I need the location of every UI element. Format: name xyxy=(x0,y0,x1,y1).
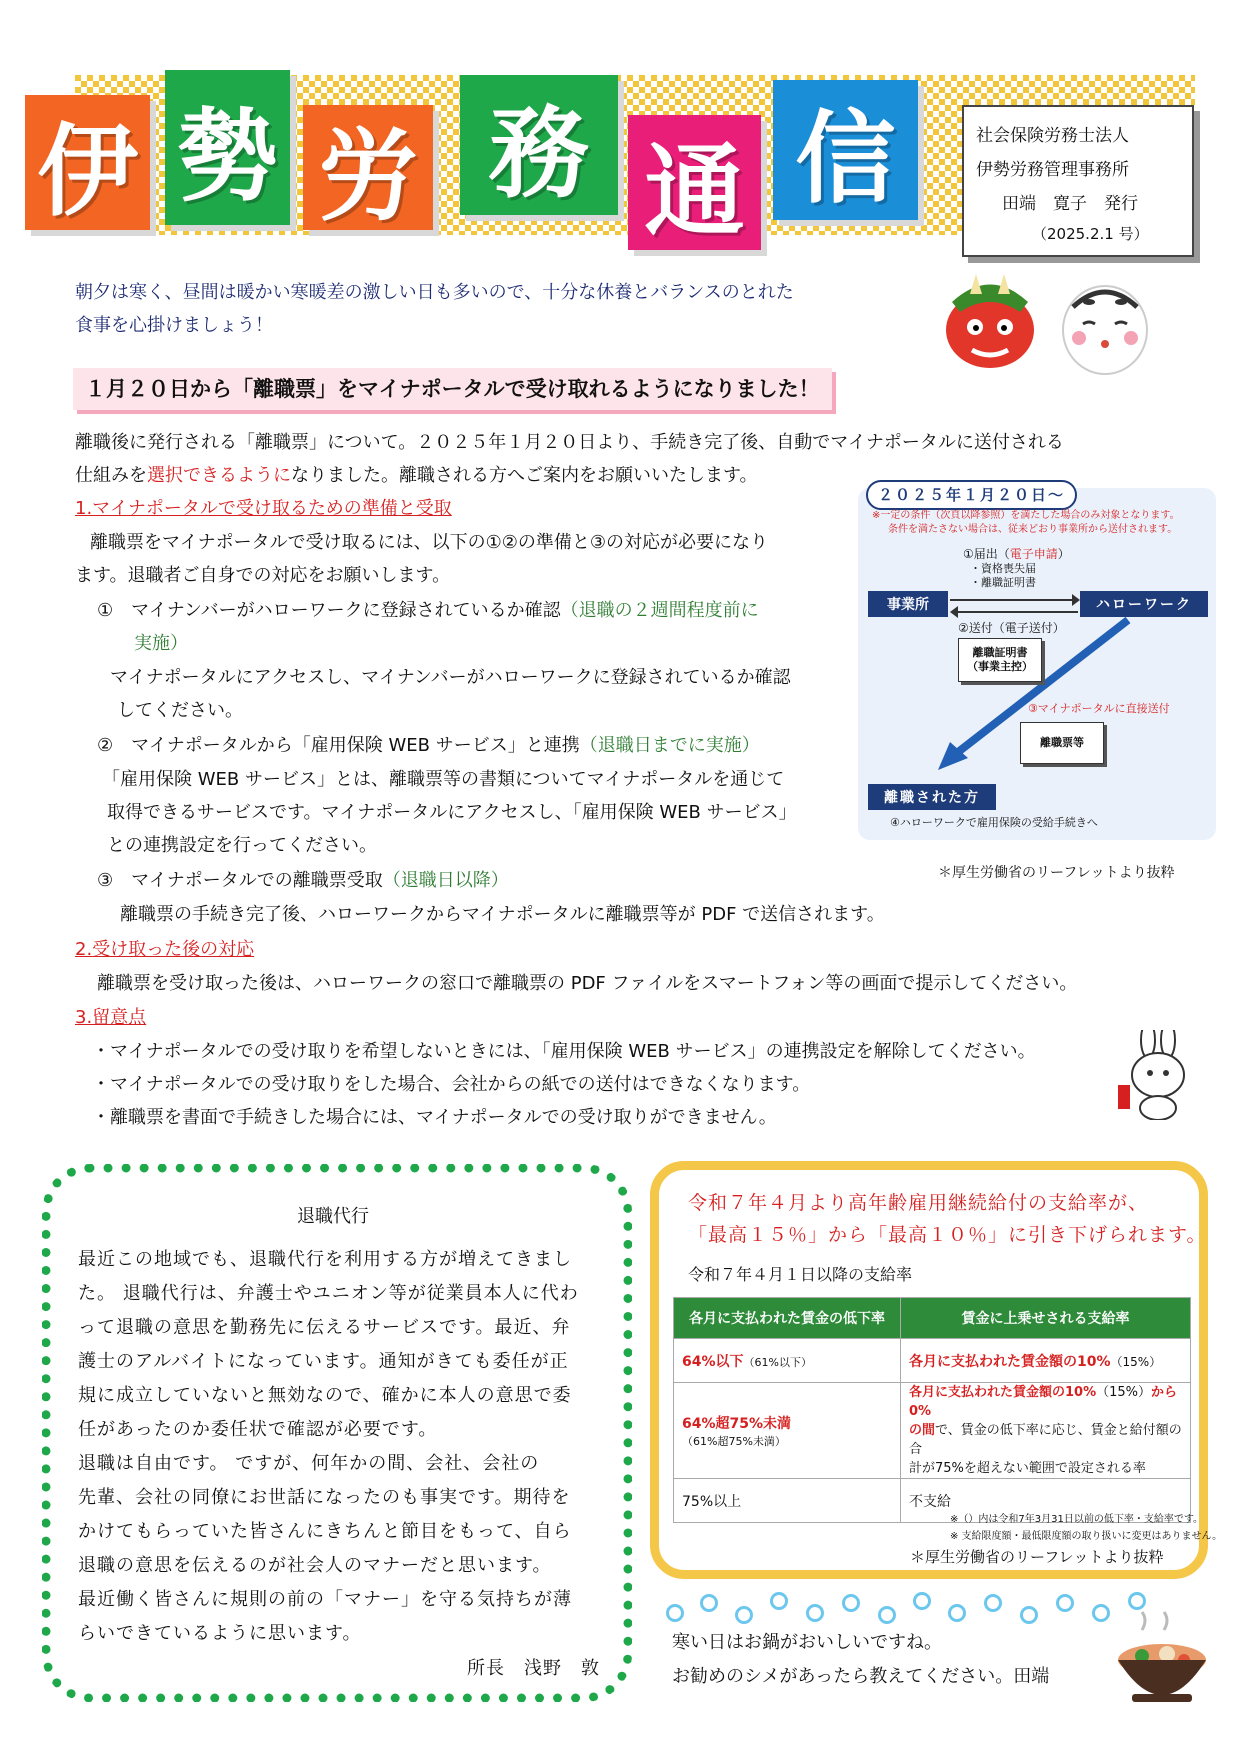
item-1-body-1: マイナポータルにアクセスし、マイナンバーがハローワークに登録されているか確認 xyxy=(110,667,791,688)
item-2-note: （退職日までに実施） xyxy=(579,735,760,756)
row-2-benefit-e: で、賃金の低下率に応じ、賃金と給付額の合 xyxy=(909,1423,1182,1457)
item-2-body-1: 「雇用保険 WEB サービス」とは、離職票等の書類についてマイナポータルを通じて xyxy=(102,769,785,790)
benefit-source: ＊厚生労働省のリーフレットより抜粋 xyxy=(910,1548,1164,1566)
section-1-line-2: ます。退職者ご自身での対応をお願いします。 xyxy=(75,565,451,586)
flow-diagram xyxy=(858,488,1216,840)
flow-step-1-a: ・資格喪失届 xyxy=(970,562,1036,575)
title-char-5: 通 xyxy=(644,132,745,250)
column-line-4: 護士のアルバイトになっています。通知がきても委任が正 xyxy=(78,1351,569,1372)
column-line-12: らいできているように思います。 xyxy=(78,1623,362,1644)
row-2-benefit-a: 各月に支払われた賃金額の10% xyxy=(909,1385,1097,1400)
column-line-11: 最近働く皆さんに規則の前の「マナー」を守る気持ちが薄 xyxy=(78,1589,572,1610)
column-signature: 所長 浅野 敦 xyxy=(467,1658,600,1679)
section-2-body: 離職票を受け取った後は、ハローワークの窓口で離職票の PDF ファイルをスマートフォン等の画面で提示してください。 xyxy=(97,973,1078,994)
column-title: 退職代行 xyxy=(297,1206,369,1227)
section-2-heading: 2.受け取った後の対応 xyxy=(75,939,255,960)
item-3-number: ③ xyxy=(97,870,114,891)
row-2-benefit-b: （15%） xyxy=(1096,1385,1152,1400)
flow-condition-2: 条件を満たさない場合は、従来どおり事業所から送付されます。 xyxy=(888,524,1178,535)
p1-text-c: なりました。離職される方へご案内をお願いいたします。 xyxy=(291,465,758,486)
section-1-heading: 1.マイナポータルで受け取るための準備と受取 xyxy=(75,498,452,519)
table-cell xyxy=(901,1383,1191,1479)
flow-doc-separation-slip: 離職票等 xyxy=(1020,722,1104,764)
article-paragraph-1-line-2 xyxy=(75,459,758,492)
row-3-benefit: 不支給 xyxy=(901,1479,1191,1523)
column-line-2: た。 退職代行は、弁護士やユニオン等が従業員本人に代わ xyxy=(78,1283,579,1304)
flow-source-note: ＊厚生労働省のリーフレットより抜粋 xyxy=(938,865,1175,881)
item-1-title: マイナンバーがハローワークに登録されているか確認 xyxy=(131,600,561,621)
flow-person-box: 離職された方 xyxy=(868,784,996,810)
benefit-note-2: ※ 支給限度額・最低限度額の取り扱いに変更はありません。 xyxy=(950,1531,1223,1542)
publisher: 田端 寛子 発行 xyxy=(1002,194,1138,214)
table-row xyxy=(674,1339,1191,1383)
title-char-6: 信 xyxy=(795,100,896,217)
flow-step-2: ②送付（電子送付） xyxy=(958,621,1065,635)
benefit-rate-table xyxy=(673,1297,1191,1523)
column-line-6: 任があったのか委任状で確認が必要です。 xyxy=(78,1419,438,1440)
office-type: 社会保険労務士法人 xyxy=(976,126,1129,146)
item-2-title: マイナポータルから「雇用保険 WEB サービス」と連携 xyxy=(131,735,580,756)
column-line-9: かけてもらっていた皆さんにきちんと節目をもって、自ら xyxy=(78,1521,572,1542)
footer-line-2: お勧めのシメがあったら教えてください。田端 xyxy=(672,1666,1050,1687)
section-3-bullet-3: ・離職票を書面で手続きした場合には、マイナポータルでの受け取りができません。 xyxy=(92,1107,777,1128)
row-1-rate: 64%以下 xyxy=(682,1353,744,1370)
otafuku-illustration xyxy=(1055,272,1155,377)
item-1-number: ① xyxy=(97,600,114,621)
row-2-benefit-d: の間 xyxy=(909,1423,936,1438)
column-line-1: 最近この地域でも、退職代行を利用する方が増えてきまし xyxy=(78,1249,572,1270)
red-oni-illustration xyxy=(940,272,1040,372)
table-header-col-2: 賃金に上乗せされる支給率 xyxy=(901,1298,1191,1339)
section-3-bullet-2: ・マイナポータルでの受け取りをした場合、会社からの紙での送付はできなくなります。 xyxy=(92,1074,811,1095)
column-line-3: って退職の意思を勤務先に伝えるサービスです。最近、弁 xyxy=(78,1317,571,1338)
title-tile-2 xyxy=(165,70,290,225)
section-3-bullet-1: ・マイナポータルでの受け取りを希望しないときには、「雇用保険 WEB サービス」の連携設定を解除してください。 xyxy=(92,1041,1036,1062)
benefit-title-2: 「最高１５％」から「最高１０％」に引き下げられます。 xyxy=(688,1224,1207,1246)
title-char-4: 務 xyxy=(489,95,589,212)
item-2-body-2: 取得できるサービスです。マイナポータルにアクセスし、「雇用保険 WEB サービス」 xyxy=(107,802,797,823)
row-1-rate-old: （61%以下） xyxy=(743,1355,812,1369)
flow-office-box: 事業所 xyxy=(868,591,948,617)
item-2-body-3: との連携設定を行ってください。 xyxy=(107,835,377,856)
table-header-row xyxy=(674,1298,1191,1339)
item-3 xyxy=(97,864,509,897)
section-3-heading: 3.留意点 xyxy=(75,1007,147,1028)
benefit-title-1: 令和７年４月より高年齢雇用継続給付の支給率が、 xyxy=(688,1192,1149,1214)
title-char-1: 伊 xyxy=(37,112,138,230)
flow-step-1-highlight: 電子申請 xyxy=(1009,547,1058,561)
issue-number: （2025.2.1 号） xyxy=(1032,225,1149,243)
row-3-rate: 75%以上 xyxy=(674,1479,901,1523)
hotpot-illustration xyxy=(1112,1610,1212,1710)
benefit-note-1: ※（）内は令和7年3月31日以前の低下率・支給率です。 xyxy=(950,1514,1204,1525)
item-2-number: ② xyxy=(97,735,114,756)
intro-line-2: 食事を心掛けましょう！ xyxy=(75,315,273,336)
footer-line-1: 寒い日はお鍋がおいしいですね。 xyxy=(672,1632,942,1653)
table-cell xyxy=(674,1383,901,1479)
flow-step-4: ④ハローワークで雇用保険の受給手続きへ xyxy=(890,816,1098,829)
intro-text xyxy=(75,276,794,342)
section-1-line-1: 離職票をマイナポータルで受け取るには、以下の①②の準備と③の対応が必要になり xyxy=(90,532,769,553)
column-line-5: 規に成立していないと無効なので、確かに本人の意思で委 xyxy=(78,1385,572,1406)
table-header-col-1: 各月に支払われた賃金の低下率 xyxy=(674,1298,901,1339)
title-tile-3 xyxy=(303,105,433,235)
row-1-benefit-old: （15%） xyxy=(1110,1354,1162,1369)
table-cell xyxy=(901,1339,1191,1383)
p1-highlight: 選択できるように xyxy=(147,465,291,486)
flow-condition-1: ※一定の条件（次頁以降参照）を満たした場合のみ対象となります。 xyxy=(872,510,1180,521)
title-tile-5 xyxy=(628,115,761,250)
flow-hellowork-box: ハローワーク xyxy=(1080,591,1208,617)
title-tile-1 xyxy=(25,95,150,230)
row-1-benefit: 各月に支払われた賃金額の10% xyxy=(909,1353,1111,1370)
intro-line-1: 朝夕は寒く、昼間は暖かい寒暖差の激しい日も多いので、十分な休養とバランスのとれた xyxy=(75,282,794,303)
item-1 xyxy=(97,594,759,627)
flow-doc-separation-certificate xyxy=(958,638,1042,682)
item-3-body: 離職票の手続き完了後、ハローワークからマイナポータルに離職票等が PDF で送信されます。 xyxy=(120,904,885,925)
flow-step-1-text: ①届出（ xyxy=(963,547,1010,561)
article-headline: １月２０日から「離職票」をマイナポータルで受け取れるようになりました！ xyxy=(73,368,832,410)
item-1-note-cont: 実施） xyxy=(134,633,188,654)
table-cell xyxy=(674,1339,901,1383)
title-char-2: 勢 xyxy=(177,97,278,215)
column-line-7: 退職は自由です。 ですが、何年かの間、会社、会社の xyxy=(78,1453,540,1474)
benefit-subtitle: 令和７年４月１日以降の支給率 xyxy=(688,1265,913,1284)
row-2-rate: 64%超75%未満 xyxy=(682,1415,792,1432)
item-1-note: （退職の２週間程度前に xyxy=(560,600,759,621)
column-line-10: 退職の意思を伝えるのが社会人のマナーだと思います。 xyxy=(78,1555,552,1576)
p1-text-a: 仕組みを xyxy=(75,465,147,486)
table-row xyxy=(674,1383,1191,1479)
title-tile-4 xyxy=(460,75,618,215)
title-char-3: 労 xyxy=(318,117,418,235)
flow-step-3: ③マイナポータルに直接送付 xyxy=(1028,702,1170,715)
item-2 xyxy=(97,729,760,762)
flow-doc-1-line-1: 離職証明書 xyxy=(972,646,1028,659)
office-name: 伊勢労務管理事務所 xyxy=(976,160,1129,180)
article-paragraph-1-line-1: 離職後に発行される「離職票」について。２０２５年１月２０日より、手続き完了後、自動でマイナポータルに送付される xyxy=(75,432,1064,453)
item-3-note: （退職日以降） xyxy=(382,870,509,891)
row-2-benefit-f: 計が75%を超えない範囲で設定される率 xyxy=(909,1461,1146,1476)
flow-date-badge: ２０２５年１月２０日～ xyxy=(866,480,1077,510)
mynaportal-rabbit-mascot-illustration xyxy=(1118,1030,1198,1120)
flow-step-1-b: ・離職証明書 xyxy=(970,576,1036,589)
flow-doc-1-line-2: （事業主控） xyxy=(967,660,1033,673)
publisher-info-box xyxy=(962,105,1194,257)
column-line-8: 先輩、会社の同僚にお世話になったのも事実です。期待を xyxy=(78,1487,571,1508)
item-3-title: マイナポータルでの離職票受取 xyxy=(131,870,383,891)
row-2-rate-old: （61%超75%未満） xyxy=(682,1434,786,1448)
row-2-benefit-c: から0% xyxy=(909,1385,1178,1419)
title-tile-6 xyxy=(773,80,918,220)
flow-step-1-close: ） xyxy=(1057,547,1070,561)
item-1-body-2: してください。 xyxy=(117,700,243,721)
